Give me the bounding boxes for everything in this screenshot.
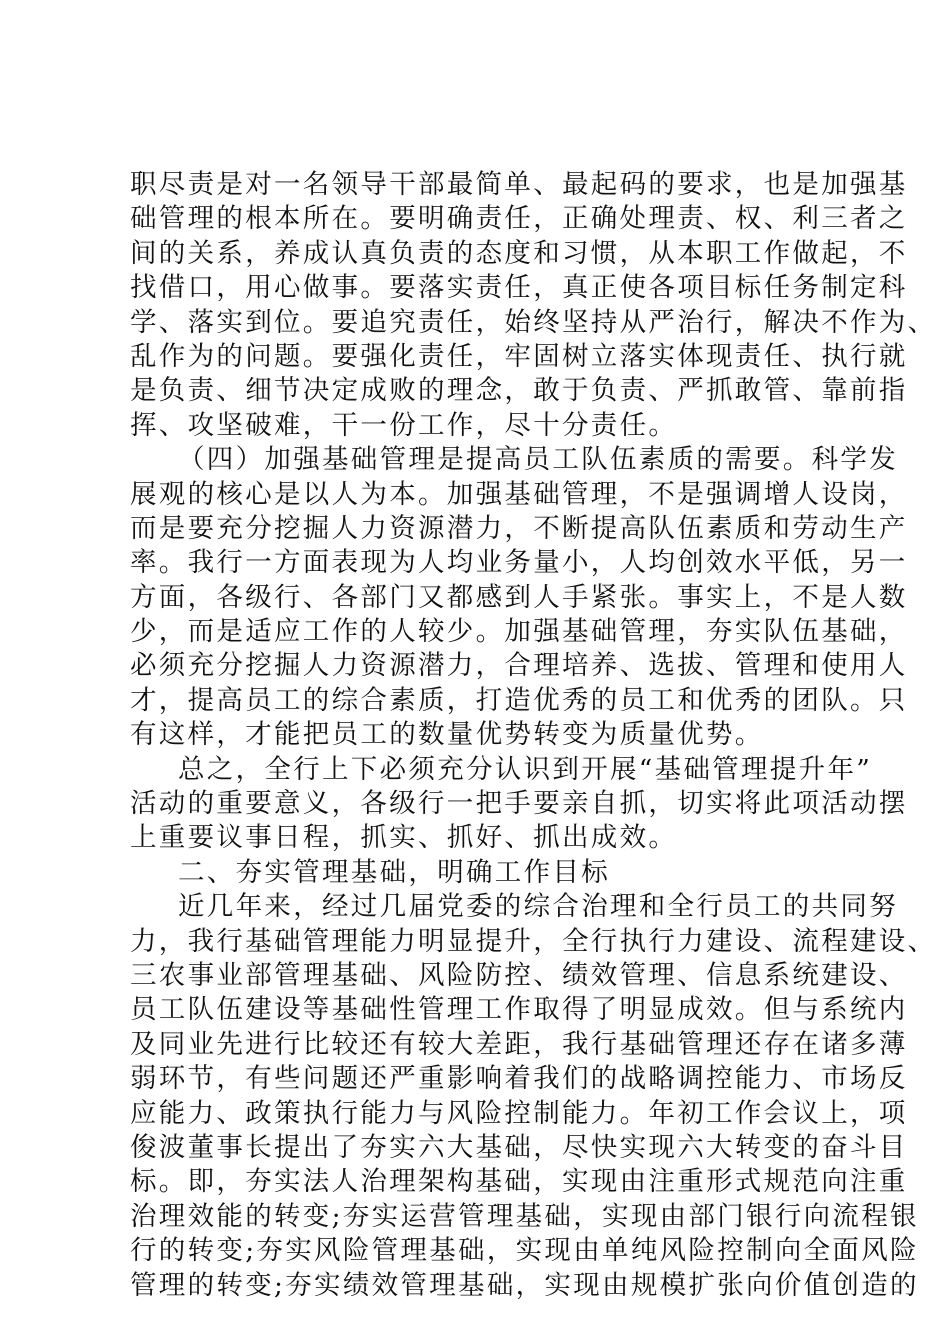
text-line: 间的关系，养成认真负责的态度和习惯，从本职工作做起，不 — [130, 237, 908, 269]
text-line: 近几年来，经过几届党委的综合治理和全行员工的共同努 — [178, 891, 898, 923]
text-line: 础管理的根本所在。要明确责任，正确处理责、权、利三者之 — [130, 203, 908, 235]
body-text — [130, 168, 937, 1303]
text-line: 是负责、细节决定成败的理念，敢于负责、严抓敢管、靠前指 — [130, 375, 908, 407]
text-line: 弱环节，有些问题还严重影响着我们的战略调控能力、市场反 — [130, 1063, 908, 1095]
text-line: 乱作为的问题。要强化责任，牢固树立落实体现责任、执行就 — [130, 340, 908, 372]
text-line: 管理的转变;夯实绩效管理基础，实现由规模扩张向价值创造的 — [130, 1269, 919, 1301]
text-line: 活动的重要意义，各级行一把手要亲自抓，切实将此项活动摆 — [130, 788, 908, 820]
text-line: 少，而是适应工作的人较少。加强基础管理，夯实队伍基础， — [130, 616, 908, 648]
text-line: 展观的核心是以人为本。加强基础管理，不是强调增人设岗， — [130, 478, 908, 510]
text-line: 应能力、政策执行能力与风险控制能力。年初工作会议上，项 — [130, 1097, 908, 1129]
text-line: 才，提高员工的综合素质，打造优秀的员工和优秀的团队。只 — [130, 684, 908, 716]
text-line: 二、夯实管理基础，明确工作目标 — [178, 856, 610, 888]
text-line: 率。我行一方面表现为人均业务量小，人均创效水平低，另一 — [130, 547, 908, 579]
text-line: 总之，全行上下必须充分认识到开展“基础管理提升年” — [178, 753, 873, 785]
text-line: （四）加强基础管理是提高员工队伍素质的需要。科学发 — [178, 444, 898, 476]
text-line: 行的转变;夯实风险管理基础，实现由单纯风险控制向全面风险 — [130, 1235, 919, 1267]
text-line: 治理效能的转变;夯实运营管理基础，实现由部门银行向流程银 — [130, 1200, 919, 1232]
text-line: 而是要充分挖掘人力资源潜力，不断提高队伍素质和劳动生产 — [130, 512, 908, 544]
text-line: 找借口，用心做事。要落实责任，真正使各项目标任务制定科 — [130, 272, 908, 304]
text-line: 力，我行基础管理能力明显提升，全行执行力建设、流程建设、 — [130, 925, 937, 957]
text-line: 三农事业部管理基础、风险防控、绩效管理、信息系统建设、 — [130, 959, 908, 991]
text-line: 必须充分挖掘人力资源潜力，合理培养、选拔、管理和使用人 — [130, 650, 908, 682]
text-line: 员工队伍建设等基础性管理工作取得了明显成效。但与系统内 — [130, 994, 908, 1026]
text-line: 及同业先进行比较还有较大差距，我行基础管理还存在诸多薄 — [130, 1028, 908, 1060]
text-line: 职尽责是对一名领导干部最简单、最起码的要求，也是加强基 — [130, 169, 908, 200]
text-line: 上重要议事日程，抓实、抓好、抓出成效。 — [130, 822, 678, 854]
text-line: 标。即，夯实法人治理架构基础，实现由注重形式规范向注重 — [130, 1166, 908, 1198]
text-line: 有这样，才能把员工的数量优势转变为质量优势。 — [130, 719, 764, 751]
text-line: 挥、攻坚破难，干一份工作，尽十分责任。 — [130, 409, 678, 441]
text-line: 学、落实到位。要追究责任，始终坚持从严治行，解决不作为、 — [130, 306, 937, 338]
text-line: 俊波董事长提出了夯实六大基础，尽快实现六大转变的奋斗目 — [130, 1131, 908, 1163]
text-line: 方面，各级行、各部门又都感到人手紧张。事实上，不是人数 — [130, 581, 908, 613]
